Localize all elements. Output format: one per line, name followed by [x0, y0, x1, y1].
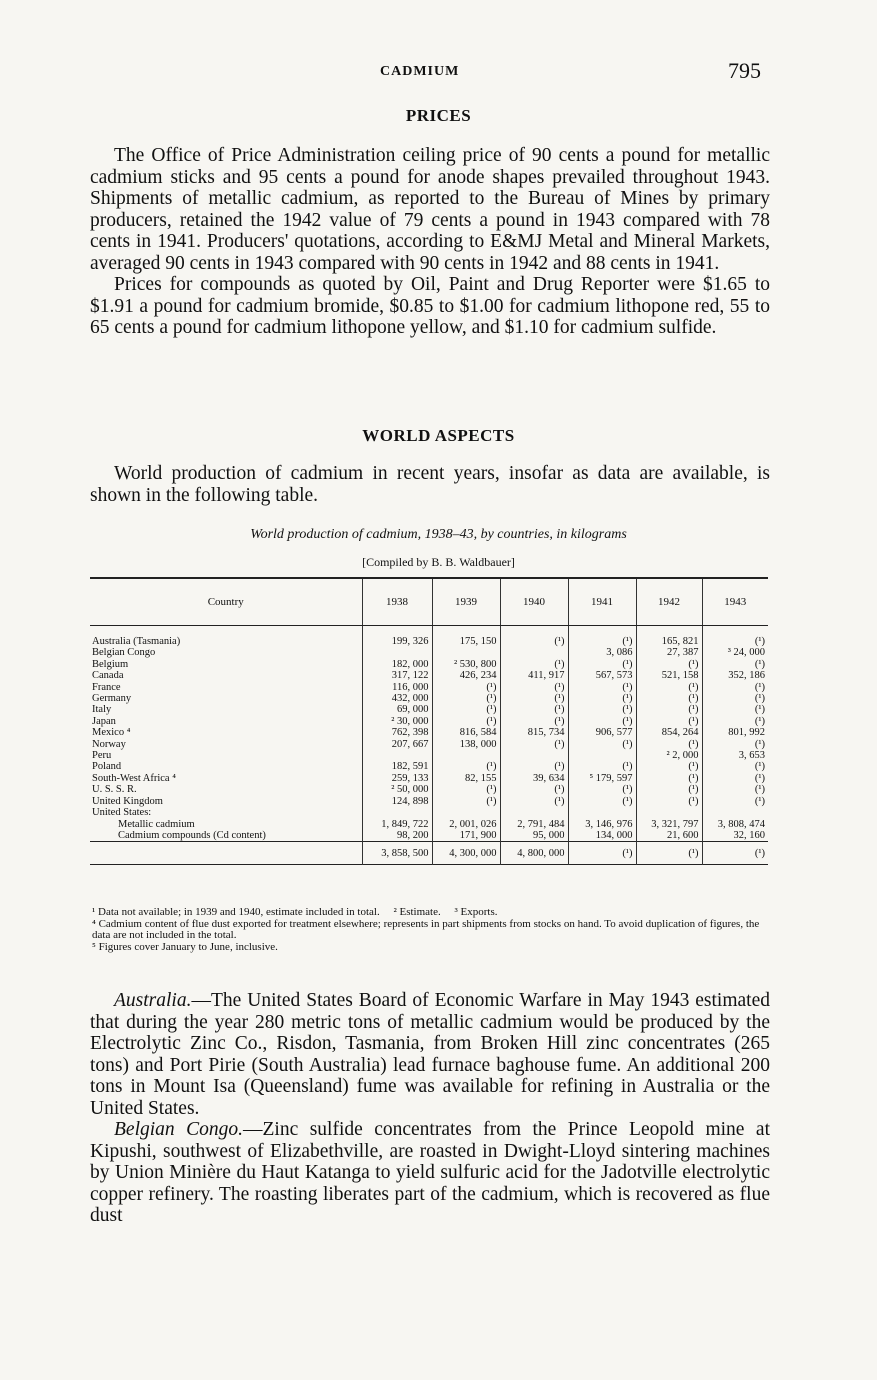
value-cell: (¹): [568, 636, 636, 647]
value-cell: (¹): [702, 716, 768, 727]
page-number: 795: [728, 58, 761, 83]
country-notes: [90, 990, 770, 1227]
australia-paragraph: [90, 990, 770, 1119]
value-cell: (¹): [636, 693, 702, 704]
country-cell: Peru: [92, 750, 112, 762]
table-row: [90, 636, 768, 647]
country-cell: Cadmium compounds (Cd content): [118, 829, 266, 841]
value-cell: (¹): [500, 796, 568, 807]
country-cell: Belgian Congo: [92, 647, 156, 659]
value-cell: (¹): [702, 659, 768, 670]
value-cell: (¹): [432, 784, 500, 795]
value-cell: (¹): [636, 716, 702, 727]
country-cell: Poland: [92, 761, 122, 773]
country-cell: Mexico ⁴: [92, 727, 131, 739]
value-cell: (¹): [500, 682, 568, 693]
value-cell: 816, 584: [432, 727, 500, 738]
value-cell: (¹): [636, 796, 702, 807]
value-cell: [500, 807, 568, 818]
value-cell: (¹): [636, 842, 702, 865]
value-cell: [362, 647, 432, 658]
world-intro: [90, 463, 770, 506]
value-cell: [568, 807, 636, 818]
value-cell: 854, 264: [636, 727, 702, 738]
value-cell: (¹): [702, 704, 768, 715]
prices-paragraph-1: The Office of Price Administration ceiling price of 90 cents a pound for metallic cadmium sticks and 95 cents a pound for anode shapes prevailed throughout 1943. Shipments of metallic cadmium, as reported to the Bureau of Mines by primary producers, retained the 1942 value of 79 cents a pound in 1943 compared with 78 cents in 1941. Producers' quotations, according to E&MJ Metal and Mineral Markets, averaged 90 cents in 1943 compared with 90 cents in 1942 and 88 cents in 1941.: [90, 145, 770, 274]
value-cell: 411, 917: [500, 670, 568, 681]
value-cell: 801, 992: [702, 727, 768, 738]
table-total-row: [90, 842, 768, 865]
value-cell: 521, 158: [636, 670, 702, 681]
value-cell: [432, 807, 500, 818]
table-caption: World production of cadmium, 1938–43, by countries, in kilograms: [250, 527, 627, 542]
value-cell: 3, 808, 474: [702, 819, 768, 830]
column-header-year: 1943: [702, 578, 768, 626]
value-cell: 3, 858, 500: [362, 842, 432, 865]
value-cell: [636, 807, 702, 818]
value-cell: (¹): [702, 739, 768, 750]
value-cell: 426, 234: [432, 670, 500, 681]
value-cell: (¹): [568, 682, 636, 693]
country-cell: United Kingdom: [92, 795, 163, 807]
value-cell: (¹): [702, 796, 768, 807]
value-cell: 2, 001, 026: [432, 819, 500, 830]
value-cell: ⁵ 179, 597: [568, 773, 636, 784]
value-cell: (¹): [500, 739, 568, 750]
value-cell: 182, 000: [362, 659, 432, 670]
value-cell: (¹): [500, 784, 568, 795]
value-cell: 4, 300, 000: [432, 842, 500, 865]
value-cell: 317, 122: [362, 670, 432, 681]
table-row-us-label: [90, 807, 768, 818]
value-cell: 171, 900: [432, 830, 500, 842]
belgian-congo-text: —Zinc sulfide concentrates from the Prince Leopold mine at Kipushi, southwest of Elizabethville, are roasted in Dwight-Lloyd sintering machines by Union Minière du Haut Katanga to yield sulfuric acid for the Jadotville electrolytic copper refinery. The roasting liberates part of the cadmium, which is recovered as flue dust: [90, 1119, 770, 1226]
running-head: [0, 58, 877, 84]
belgian-congo-runin: Belgian Congo.: [114, 1119, 243, 1140]
value-cell: (¹): [568, 796, 636, 807]
country-cell: [90, 842, 362, 865]
value-cell: 138, 000: [432, 739, 500, 750]
value-cell: 815, 734: [500, 727, 568, 738]
value-cell: (¹): [702, 761, 768, 772]
table-row: [90, 796, 768, 807]
value-cell: 3, 321, 797: [636, 819, 702, 830]
country-cell: Japan: [92, 715, 116, 727]
table-spacer-cell: [702, 626, 768, 637]
value-cell: (¹): [500, 636, 568, 647]
value-cell: [362, 750, 432, 761]
value-cell: 3, 086: [568, 647, 636, 658]
value-cell: (¹): [568, 784, 636, 795]
value-cell: (¹): [568, 693, 636, 704]
value-cell: ² 530, 800: [432, 659, 500, 670]
value-cell: (¹): [636, 704, 702, 715]
value-cell: (¹): [702, 693, 768, 704]
country-cell: Italy: [92, 704, 112, 716]
table-spacer-cell: [568, 626, 636, 637]
table-row: [90, 659, 768, 670]
value-cell: (¹): [702, 682, 768, 693]
table-row: [90, 773, 768, 784]
value-cell: (¹): [568, 716, 636, 727]
prices-paragraph-2: Prices for compounds as quoted by Oil, Paint and Drug Reporter were $1.65 to $1.91 a pound for cadmium bromide, $0.85 to $1.00 for cadmium lithopone red, 55 to 65 cents a pound for cadmium lithopone yellow, and $1.10 for cadmium sulfide.: [90, 274, 770, 338]
table-row: [90, 819, 768, 830]
value-cell: (¹): [568, 739, 636, 750]
value-cell: 124, 898: [362, 796, 432, 807]
table-spacer-cell: [362, 626, 432, 637]
us-label-cell: United States:: [92, 807, 152, 819]
value-cell: (¹): [636, 682, 702, 693]
value-cell: [432, 750, 500, 761]
belgian-congo-paragraph: [90, 1119, 770, 1227]
prices-section: [90, 145, 770, 339]
value-cell: (¹): [432, 761, 500, 772]
column-header-year: 1938: [362, 578, 432, 626]
value-cell: 95, 000: [500, 830, 568, 842]
table-spacer-cell: [500, 626, 568, 637]
country-cell: Metallic cadmium: [118, 818, 195, 830]
value-cell: (¹): [500, 716, 568, 727]
table-row: [90, 682, 768, 693]
value-cell: [362, 807, 432, 818]
value-cell: (¹): [636, 784, 702, 795]
country-cell: Australia (Tasmania): [92, 636, 181, 647]
value-cell: 352, 186: [702, 670, 768, 681]
value-cell: 69, 000: [362, 704, 432, 715]
value-cell: (¹): [432, 693, 500, 704]
value-cell: 116, 000: [362, 682, 432, 693]
table-row: [90, 727, 768, 738]
value-cell: 134, 000: [568, 830, 636, 842]
value-cell: [500, 750, 568, 761]
value-cell: 3, 653: [702, 750, 768, 761]
prices-heading: PRICES: [405, 106, 472, 125]
value-cell: (¹): [432, 716, 500, 727]
value-cell: (¹): [702, 842, 768, 865]
value-cell: 21, 600: [636, 830, 702, 842]
value-cell: ² 2, 000: [636, 750, 702, 761]
table-row: [90, 739, 768, 750]
value-cell: (¹): [568, 761, 636, 772]
column-header-year: 1942: [636, 578, 702, 626]
column-header-year: 1940: [500, 578, 568, 626]
value-cell: (¹): [568, 842, 636, 865]
value-cell: 259, 133: [362, 773, 432, 784]
country-cell: U. S. S. R.: [92, 784, 137, 796]
table-row: [90, 750, 768, 761]
table-spacer-row: [90, 626, 768, 637]
country-cell: Norway: [92, 738, 126, 750]
running-title: CADMIUM: [380, 64, 460, 79]
australia-runin: Australia.: [114, 990, 192, 1011]
column-header-country: Country: [90, 578, 362, 626]
value-cell: ² 50, 000: [362, 784, 432, 795]
table-footnotes: [92, 907, 772, 953]
value-cell: 2, 791, 484: [500, 819, 568, 830]
table-header-row: [90, 578, 768, 626]
value-cell: 165, 821: [636, 636, 702, 647]
value-cell: 39, 634: [500, 773, 568, 784]
country-cell: South-West Africa ⁴: [92, 772, 176, 784]
value-cell: 175, 150: [432, 636, 500, 647]
column-header-year: 1939: [432, 578, 500, 626]
value-cell: [702, 807, 768, 818]
table-row: [90, 693, 768, 704]
country-cell: France: [92, 681, 121, 693]
footnote-4: ⁴ Cadmium content of flue dust exported for treatment elsewhere; represents in part shipments from stocks on hand. To avoid duplication of figures, the data are not included in the total.: [92, 917, 760, 941]
world-intro-paragraph: World production of cadmium in recent years, insofar as data are available, is shown in the following table.: [90, 463, 770, 506]
value-cell: (¹): [702, 784, 768, 795]
value-cell: (¹): [500, 704, 568, 715]
footnote-1: ¹ Data not available; in 1939 and 1940, estimate included in total. ² Estimate. ³ Exports.: [92, 906, 498, 918]
value-cell: 82, 155: [432, 773, 500, 784]
australia-text: —The United States Board of Economic Warfare in May 1943 estimated that during the year 280 metric tons of metallic cadmium would be produced by the Electrolytic Zinc Co., Risdon, Tasmania, from Broken Hill zinc concentrates (265 tons) and Port Pirie (South Australia) lead furnace baghouse fume. An additional 200 tons in Mount Isa (Queensland) fume was available for refining in Australia or the United States.: [90, 990, 770, 1119]
value-cell: (¹): [500, 659, 568, 670]
country-cell: Germany: [92, 693, 132, 705]
table-row: [90, 704, 768, 715]
value-cell: 4, 800, 000: [500, 842, 568, 865]
value-cell: ² 30, 000: [362, 716, 432, 727]
value-cell: 762, 398: [362, 727, 432, 738]
table-row: [90, 784, 768, 795]
table-row: [90, 761, 768, 772]
country-cell: Canada: [92, 670, 124, 682]
value-cell: [432, 647, 500, 658]
table-compiler-note: [Compiled by B. B. Waldbauer]: [362, 555, 515, 569]
value-cell: (¹): [636, 659, 702, 670]
value-cell: 32, 160: [702, 830, 768, 842]
footnote-5: ⁵ Figures cover January to June, inclusive.: [92, 940, 278, 953]
value-cell: 98, 200: [362, 830, 432, 842]
value-cell: (¹): [702, 773, 768, 784]
value-cell: 182, 591: [362, 761, 432, 772]
value-cell: [500, 647, 568, 658]
country-cell: Belgium: [92, 658, 129, 670]
value-cell: (¹): [500, 761, 568, 772]
value-cell: 199, 326: [362, 636, 432, 647]
value-cell: (¹): [636, 773, 702, 784]
value-cell: (¹): [568, 659, 636, 670]
value-cell: (¹): [636, 739, 702, 750]
value-cell: (¹): [500, 693, 568, 704]
column-header-year: 1941: [568, 578, 636, 626]
value-cell: (¹): [432, 682, 500, 693]
value-cell: 432, 000: [362, 693, 432, 704]
production-table: [90, 577, 768, 865]
table-row: [90, 716, 768, 727]
value-cell: 27, 387: [636, 647, 702, 658]
value-cell: (¹): [636, 761, 702, 772]
table-spacer-cell: [432, 626, 500, 637]
value-cell: 207, 667: [362, 739, 432, 750]
value-cell: (¹): [702, 636, 768, 647]
table-spacer-cell: [636, 626, 702, 637]
value-cell: 3, 146, 976: [568, 819, 636, 830]
value-cell: (¹): [432, 704, 500, 715]
value-cell: 1, 849, 722: [362, 819, 432, 830]
value-cell: (¹): [568, 704, 636, 715]
table-row: [90, 830, 768, 842]
world-aspects-heading: WORLD ASPECTS: [362, 426, 515, 445]
value-cell: (¹): [432, 796, 500, 807]
table-row: [90, 670, 768, 681]
table-spacer-cell: [90, 626, 362, 637]
table-row: [90, 647, 768, 658]
value-cell: [568, 750, 636, 761]
value-cell: 906, 577: [568, 727, 636, 738]
value-cell: ³ 24, 000: [702, 647, 768, 658]
value-cell: 567, 573: [568, 670, 636, 681]
